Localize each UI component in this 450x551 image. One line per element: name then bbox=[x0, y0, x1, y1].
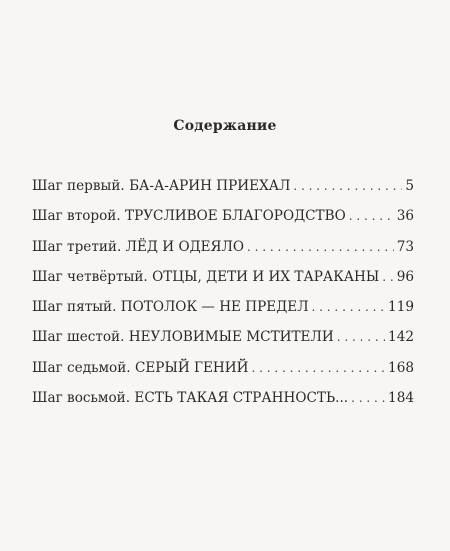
toc-entry-text bbox=[32, 329, 334, 345]
toc-step: Шаг третий. bbox=[32, 238, 122, 255]
dot-leader bbox=[382, 270, 393, 284]
toc-title: Содержание bbox=[173, 118, 277, 134]
toc-page-number: 73 bbox=[396, 238, 414, 255]
toc-chapter: НЕУЛОВИМЫЕ МСТИТЕЛИ bbox=[128, 329, 334, 346]
toc-entry bbox=[32, 329, 414, 359]
toc-step: Шаг седьмой. bbox=[32, 359, 131, 376]
toc-chapter: ОТЦЫ, ДЕТИ И ИХ ТАРАКАНЫ bbox=[152, 268, 380, 285]
toc-entry-text bbox=[32, 360, 248, 376]
dot-leader bbox=[337, 330, 385, 344]
dot-leader bbox=[351, 391, 385, 405]
toc-page-number: 142 bbox=[388, 329, 414, 346]
toc-page-number: 168 bbox=[388, 359, 414, 376]
toc-chapter: ЕСТЬ ТАКАЯ СТРАННОСТЬ... bbox=[134, 390, 349, 407]
toc-entry-text bbox=[32, 178, 290, 194]
toc-entry bbox=[32, 390, 414, 420]
toc-page-number: 184 bbox=[388, 390, 414, 407]
toc-entry bbox=[32, 208, 414, 238]
dot-leader bbox=[247, 240, 394, 254]
toc-chapter: СЕРЫЙ ГЕНИЙ bbox=[134, 359, 249, 376]
toc-entry bbox=[32, 269, 414, 299]
toc-entry-text bbox=[32, 299, 309, 315]
toc-step: Шаг первый. bbox=[32, 178, 125, 194]
toc-step: Шаг шестой. bbox=[32, 329, 125, 346]
toc-page-number: 5 bbox=[405, 178, 414, 194]
dot-leader bbox=[349, 209, 394, 223]
toc-step: Шаг второй. bbox=[32, 208, 121, 225]
table-of-contents bbox=[32, 178, 414, 420]
toc-entry-text bbox=[32, 239, 244, 255]
toc-entry bbox=[32, 178, 414, 208]
toc-entry-text bbox=[32, 208, 346, 224]
toc-entry bbox=[32, 239, 414, 269]
toc-entry bbox=[32, 360, 414, 390]
toc-step: Шаг четвёртый. bbox=[32, 268, 148, 285]
dot-leader bbox=[293, 179, 402, 193]
toc-page-number: 36 bbox=[396, 208, 414, 225]
dot-leader bbox=[312, 300, 386, 314]
toc-chapter: ТРУСЛИВОЕ БЛАГОРОДСТВО bbox=[125, 208, 346, 225]
toc-entry bbox=[32, 299, 414, 329]
dot-leader bbox=[251, 361, 385, 375]
toc-entry-text bbox=[32, 390, 348, 406]
toc-page-number: 119 bbox=[388, 299, 414, 316]
toc-entry-text bbox=[32, 269, 379, 285]
toc-chapter: ЛЁД И ОДЕЯЛО bbox=[125, 238, 245, 255]
toc-step: Шаг пятый. bbox=[32, 299, 117, 316]
toc-chapter: ПОТОЛОК — НЕ ПРЕДЕЛ bbox=[120, 299, 309, 316]
toc-page-number: 96 bbox=[396, 268, 414, 285]
toc-chapter: БА-А-АРИН ПРИЕХАЛ bbox=[129, 178, 291, 194]
toc-step: Шаг восьмой. bbox=[32, 390, 131, 407]
